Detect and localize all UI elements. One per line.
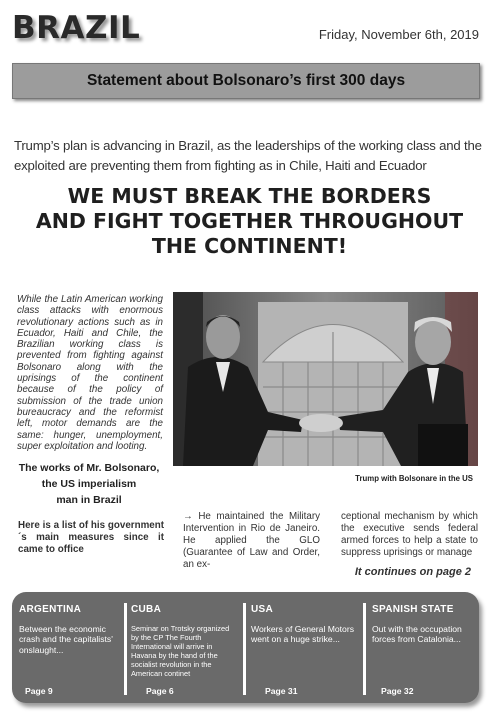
statement-title: Statement about Bolsonaro’s first 300 days <box>86 72 406 89</box>
continues-link[interactable]: It continues on page 2 <box>354 566 471 578</box>
intro-paragraph: While the Latin American working class attacks with enormous revolutionary actions such as in Ecuador, Haiti and Chile, the Brazilian working class is prevented from fighting against Bolsonaro along with the uprisings of the continent because of the policy of submission of the trade union bureaucracy and the reformist left, motor demands are the same: hunger, unemployment, super exploitation and looting. <box>17 294 163 452</box>
footer-item-text: Seminar on Trotsky organized by the CP The Fourth International will arrive in Havana by the hand of the socialist revolution in the American continet <box>131 624 230 679</box>
handshake-photo <box>173 292 478 466</box>
footer-item-text: Between the economic crash and the capitalists' onslaught... <box>19 624 113 655</box>
footer-item-title: USA <box>251 604 274 615</box>
footer-item-title: SPANISH STATE <box>372 604 454 615</box>
footer-item-usa[interactable] <box>251 604 355 645</box>
footer-item-spanish-state[interactable] <box>372 604 476 645</box>
footer-page-link[interactable]: Page 9 <box>25 686 53 696</box>
arrow-icon: → <box>183 511 193 522</box>
column-2-text: He maintained the Military Intervention in Rio de Janeiro. He applied the GLO (Guarantee of Law and Order, an ex- <box>183 511 320 570</box>
footer-page-link[interactable]: Page 6 <box>146 686 174 696</box>
statement-banner <box>12 63 480 99</box>
issue-date: Friday, November 6th, 2019 <box>318 27 479 42</box>
article-column-3: ceptional mechanism by which the executive sends federal armed forces to help a state to suppress uprisings or manage <box>341 511 478 558</box>
footer-divider <box>124 603 127 695</box>
footer-item-title: ARGENTINA <box>19 604 82 615</box>
article-column-2 <box>183 511 320 571</box>
country-masthead: BRAZIL <box>12 10 141 46</box>
lead-paragraph: Trump’s plan is advancing in Brazil, as the leaderships of the working class and the exploited are preventing them from fighting as in Chile, Haiti and Ecuador <box>14 138 482 173</box>
footer-item-title: CUBA <box>131 604 162 615</box>
subhead-line-1: The works of Mr. Bolsonaro, <box>18 462 160 474</box>
main-headline <box>0 184 499 259</box>
headline-line-1: WE MUST BREAK THE BORDERS <box>67 184 432 208</box>
footer-page-link[interactable]: Page 31 <box>265 686 298 696</box>
footer-divider <box>243 603 246 695</box>
footer-item-argentina[interactable] <box>19 604 123 655</box>
headline-line-3: THE CONTINENT! <box>151 234 348 258</box>
subhead-line-2: the US imperialism <box>41 478 137 490</box>
footer-item-text: Out with the occupation forces from Catalonia... <box>372 624 462 645</box>
subhead-line-3: man in Brazil <box>56 494 122 506</box>
footer-divider <box>363 603 366 695</box>
section-subhead <box>13 460 165 508</box>
footer-page-link[interactable]: Page 32 <box>381 686 414 696</box>
footer-item-text: Workers of General Motors went on a huge strike... <box>251 624 354 645</box>
photo-caption: Trump with Bolsonare in the US <box>355 474 473 483</box>
footer-item-cuba[interactable] <box>131 604 239 679</box>
measures-paragraph: Here is a list of his government´s main measures since it came to office <box>18 520 164 555</box>
headline-line-2: AND FIGHT TOGETHER THROUGHOUT <box>35 209 464 233</box>
